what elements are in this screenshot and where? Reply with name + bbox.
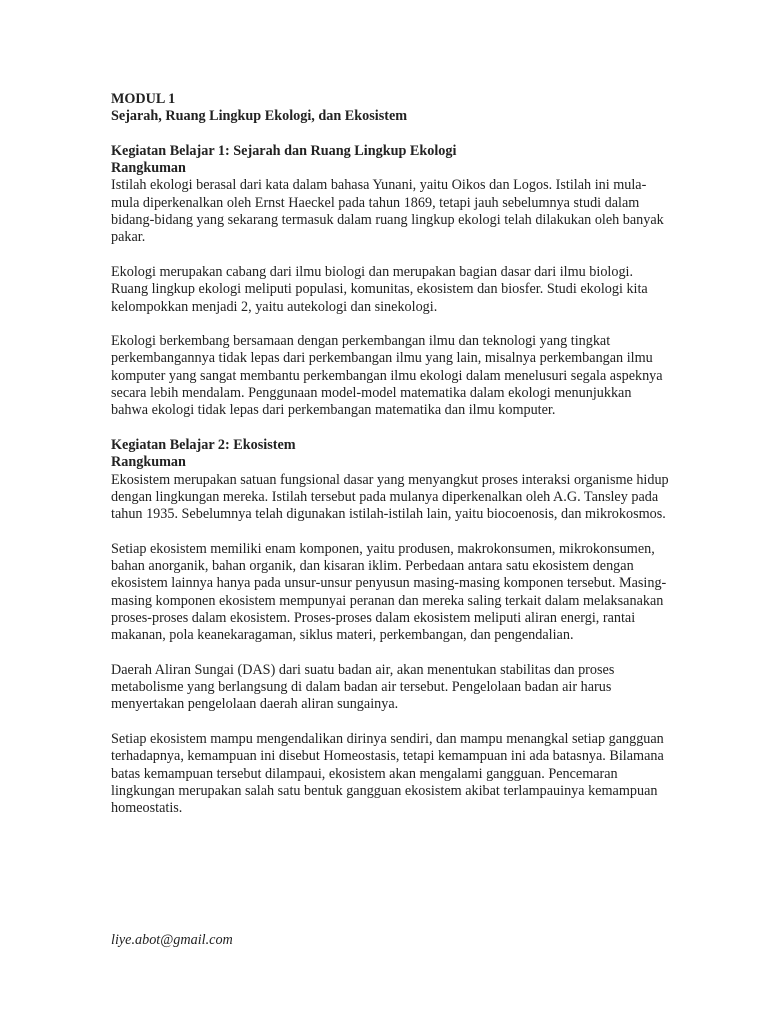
module-title: MODUL 1 <box>111 91 176 107</box>
kb1-summary-label: Rangkuman <box>111 160 186 177</box>
footer-email: liye.abot@gmail.com <box>111 932 233 948</box>
kb2-heading: Kegiatan Belajar 2: Ekosistem <box>111 436 296 453</box>
kb1-heading: Kegiatan Belajar 1: Sejarah dan Ruang Lingkup Ekologi <box>111 142 457 159</box>
kb1-paragraph-1: Istilah ekologi berasal dari kata dalam bahasa Yunani, yaitu Oikos dan Logos. Istilah ini mula-mula diperkenalkan oleh Ernst Haeckel pada tahun 1869, tetapi jauh sebelumnya studi dalam bidang-bidang yang sekarang termasuk dalam ruang lingkup ekologi telah dilakukan oleh banyak pakar. <box>111 177 664 246</box>
kb2-summary-label: Rangkuman <box>111 454 186 471</box>
kb2-paragraph-3: Daerah Aliran Sungai (DAS) dari suatu badan air, akan menentukan stabilitas dan proses metabolisme yang berlangsung di dalam badan air tersebut. Pengelolaan badan air harus menyertakan pengelolaan daerah aliran sungainya. <box>111 661 615 713</box>
kb1-paragraph-3: Ekologi berkembang bersamaan dengan perkembangan ilmu dan teknologi yang tingkat perkembangannya tidak lepas dari perkembangan ilmu yang lain, misalnya perkembangan ilmu komputer yang sangat membantu perkembangan ilmu ekologi dalam menelusuri segala aspeknya secara lebih mendalam. Penggunaan model-model matematika dalam ekologi menunjukkan bahwa ekologi tidak lepas dari perkembangan matematika dan ilmu komputer. <box>111 333 663 419</box>
kb1-paragraph-2: Ekologi merupakan cabang dari ilmu biologi dan merupakan bagian dasar dari ilmu biologi. Ruang lingkup ekologi meliputi populasi, komunitas, ekosistem dan biosfer. Studi ekologi kita kelompokkan menjadi 2, yaitu autekologi dan sinekologi. <box>111 263 648 315</box>
document-body <box>111 91 671 817</box>
module-subtitle: Sejarah, Ruang Lingkup Ekologi, dan Ekosistem <box>111 108 408 125</box>
kb2-paragraph-1: Ekosistem merupakan satuan fungsional dasar yang menyangkut proses interaksi organisme hidup dengan lingkungan mereka. Istilah tersebut pada mulanya diperkenalkan oleh A.G. Tansley pada tahun 1935. Sebelumnya telah digunakan istilah-istilah lain, yaitu biocoenosis, dan mikrokosmos. <box>111 471 669 523</box>
kb2-paragraph-4: Setiap ekosistem mampu mengendalikan dirinya sendiri, dan mampu menangkal setiap gangguan terhadapnya, kemampuan ini disebut Homeostasis, tetapi kemampuan ini ada batasnya. Bilamana batas kemampuan tersebut dilampaui, ekosistem akan mengalami gangguan. Pencemaran lingkungan merupakan salah satu bentuk gangguan ekosistem akibat terlampauinya kemampuan homeostatis. <box>111 730 664 817</box>
kb2-paragraph-2: Setiap ekosistem memiliki enam komponen, yaitu produsen, makrokonsumen, mikrokonsumen, bahan anorganik, bahan organik, dan kisaran iklim. Perbedaan antara satu ekosistem dengan ekosistem lainnya hanya pada unsur-unsur penyusun masing-masing komponen tersebut. Masing-masing komponen ekosistem mempunyai peranan dan mereka saling terkait dalam melaksanakan proses-proses dalam ekosistem. Proses-proses dalam ekosistem meliputi aliran energi, rantai makanan, pola keanekaragaman, siklus materi, perkembangan, dan pengendalian. <box>111 540 667 644</box>
